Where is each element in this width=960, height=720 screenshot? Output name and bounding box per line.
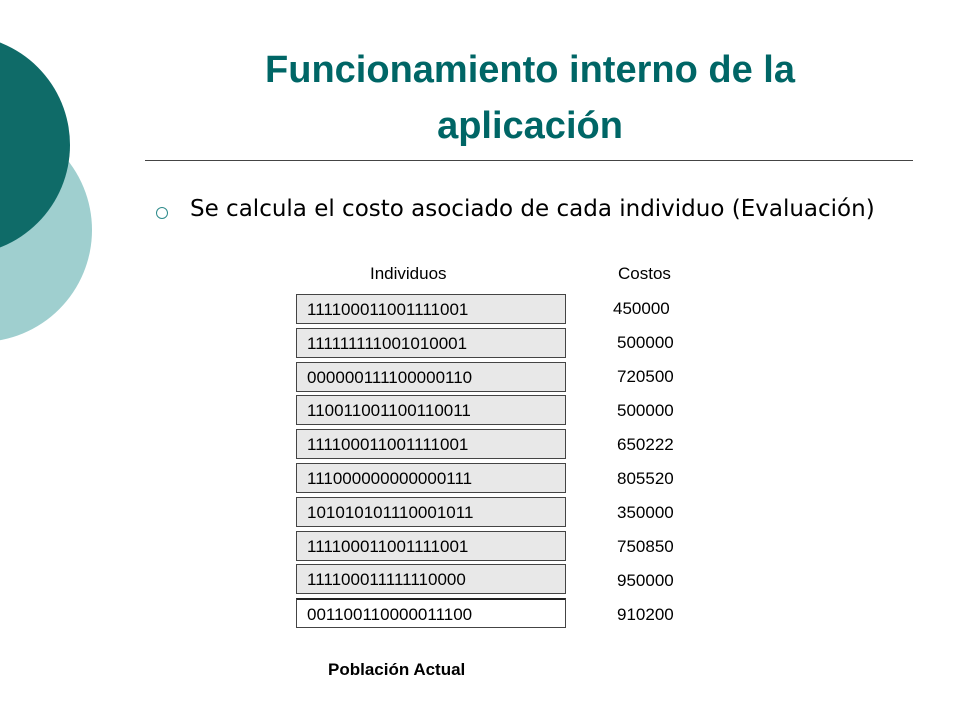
individual-row: 001100110000011100 [296, 598, 566, 628]
individual-row: 000000111100000110 [296, 362, 566, 392]
individuals-list [296, 294, 566, 628]
slide-title-line-1: Funcionamiento interno de la [265, 49, 795, 91]
title-divider [145, 160, 913, 161]
individual-row: 111100011111110000 [296, 564, 566, 594]
decorative-circles [0, 0, 110, 380]
bullet-circle-icon [156, 207, 168, 219]
individual-row: 111100011001111001 [296, 429, 566, 459]
individual-row: 110011001100110011 [296, 395, 566, 425]
individuals-header: Individuos [370, 264, 447, 283]
bullet-text: Se calcula el costo asociado de cada individuo (Evaluación) [190, 196, 875, 222]
cost-value: 750850 [617, 537, 674, 556]
population-caption: Población Actual [328, 660, 466, 679]
individual-row: 111100011001111001 [296, 294, 566, 324]
individual-row: 101010101110001011 [296, 497, 566, 527]
cost-value: 910200 [617, 605, 674, 624]
individual-row: 111000000000000111 [296, 463, 566, 493]
cost-value: 650222 [617, 435, 674, 454]
slide-title [150, 42, 910, 154]
cost-value: 500000 [617, 401, 674, 420]
individual-row: 111100011001111001 [296, 531, 566, 561]
cost-value: 720500 [617, 367, 674, 386]
individual-row: 111111111001010001 [296, 328, 566, 358]
cost-value: 950000 [617, 571, 674, 590]
cost-value: 805520 [617, 469, 674, 488]
cost-value: 450000 [613, 299, 670, 318]
cost-value: 500000 [617, 333, 674, 352]
costs-header: Costos [618, 264, 671, 283]
cost-value: 350000 [617, 503, 674, 522]
slide-title-line-2: aplicación [437, 105, 623, 147]
costs-list [613, 294, 737, 634]
